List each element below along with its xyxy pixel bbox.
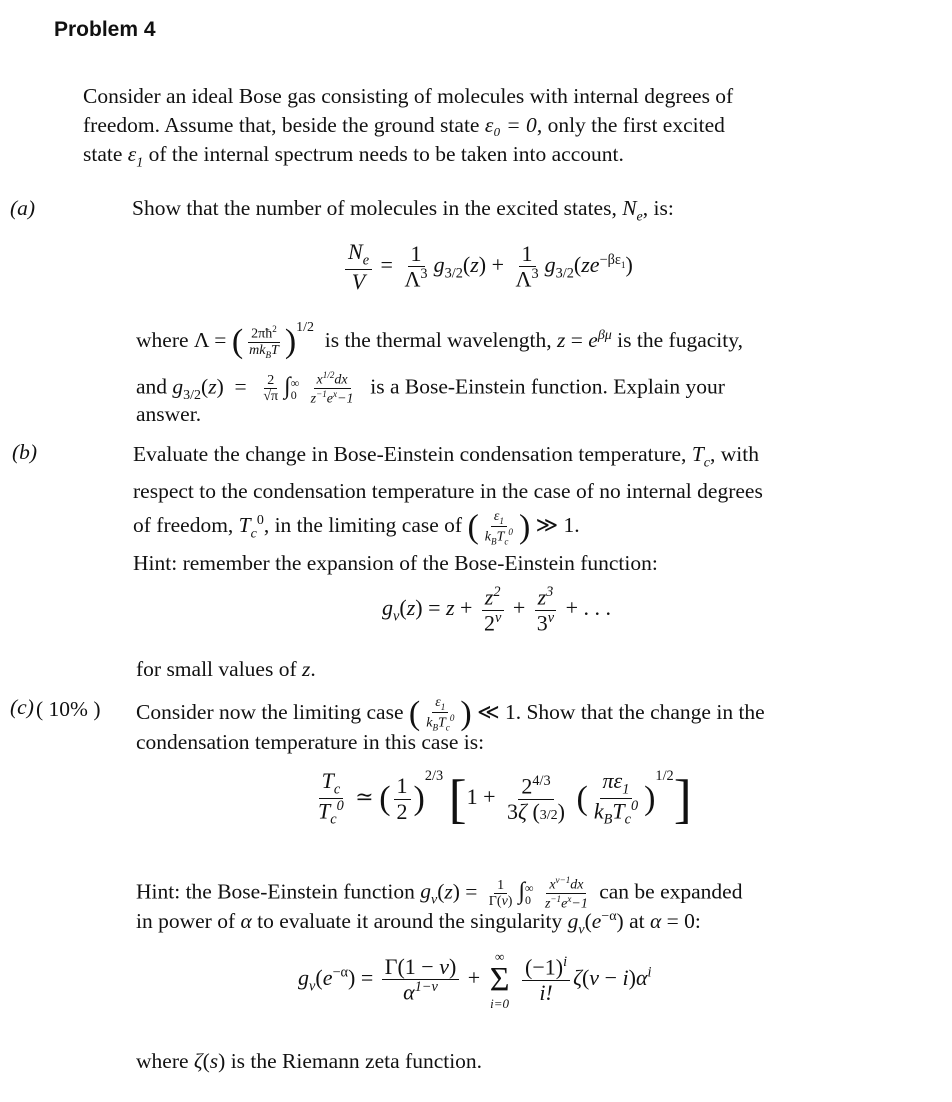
equation-ne-over-v: $\frac{N_e}{V}$ = $\frac{1}{\Lambda^3}$ $g_{3/2}(z)$ + $\frac{1}{\Lambda^3}$ $g_{3/2}(ze^{-\beta\varepsilon_1})$ <box>342 240 633 294</box>
part-a-statement: Show that the number of molecules in the excited states, $N_e$, is: <box>132 196 674 225</box>
intro-paragraph <box>83 82 891 177</box>
part-c-zeta-note: where ζ(s) is the Riemann zeta function. <box>136 1049 483 1073</box>
part-b-statement: Evaluate the change in Bose-Einstein condensation temperature, $T_c$, with respect to the condensation temperature in the case of no internal degrees of freedom, $T_c^0$, in the limiting case of ( $\frac{\varepsilon_1}{k_BT_c^0}$ ) ≫ 1. Hint: remember the expansion of the Bose-Einstein function: <box>133 442 763 575</box>
equation-tc-ratio: $\frac{T_c}{T_c^0}$ ≃ ( $\frac{1}{2}$ )$^{2/3}$ [1 + $\frac{2^{4/3}}{3\zeta (3/2)}$ ( $\frac{\pi\varepsilon_1}{k_BT_c^0}$ )$^{1/2}$] <box>318 768 692 829</box>
problem-title: Problem 4 <box>54 18 156 41</box>
intro-line-1: Consider an ideal Bose gas consisting of molecules with internal degrees of <box>83 84 734 108</box>
intro-line-3: state $\varepsilon_1$ of the internal spectrum needs to be taken into account. <box>83 142 624 171</box>
part-c-hint-line-2: in power of α to evaluate it around the singularity $g_\nu(e^{-\alpha})$ at α = 0: <box>136 909 701 938</box>
part-c-hint-line-1: Hint: the Bose-Einstein function $g_\nu(z)$ = $\frac{1}{\Gamma(\nu)}$ ∫ ∞ 0 $\frac{x^{\nu-1}dx}{z^{-1}e^x-1}$ can be expanded <box>136 875 743 912</box>
part-b-label: (b) <box>12 440 38 464</box>
part-a-label: (a) <box>10 196 36 220</box>
part-c-label: (c) <box>10 695 34 719</box>
part-a-answer-line: answer. <box>136 402 202 426</box>
equation-bose-expansion: $g_\nu(z) = z$ + $\frac{z^2}{2^\nu}$ + $\frac{z^3}{3^\nu}$ + . . . <box>382 584 612 635</box>
part-a-where-line: where Λ = ( $\frac{2\pi ħ^2}{mk_BT}$ )$^{1/2}$ is the thermal wavelength, $z = e^{\beta\mu}$ is the fugacity, <box>136 320 743 361</box>
ground-state-equation: ε₀ = 0 <box>484 113 537 137</box>
part-a-bose-function-line: and $g_{3/2}(z)$ = $\frac{2}{√\pi}$ ∫ ∞ 0 $\frac{x^{1/2}dx}{z^{-1}e^x-1}$ is a Bose-Einstein function. Explain your <box>136 370 725 407</box>
part-b-small-values: for small values of z. <box>136 657 316 681</box>
part-c-line-2: condensation temperature in this case is: <box>136 730 485 754</box>
part-c-weight: ( 10% ) <box>36 697 101 721</box>
intro-line-2: freedom. Assume that, beside the ground state ε₀ = 0, only the first excited <box>83 113 725 137</box>
part-c-line-1: Consider now the limiting case ( $\frac{\varepsilon_1}{k_BT_c^0}$ ) ≪ 1. Show that the change in the <box>136 695 765 733</box>
equation-singular-expansion: $g_\nu(e^{-\alpha})$ = $\frac{\Gamma(1 - \nu)}{\alpha^{1-\nu}}$ + ∞ Σ i=0 $\frac{(-1)^i}{i!}$ $\zeta(\nu - i)\alpha^i$ <box>298 949 652 1011</box>
